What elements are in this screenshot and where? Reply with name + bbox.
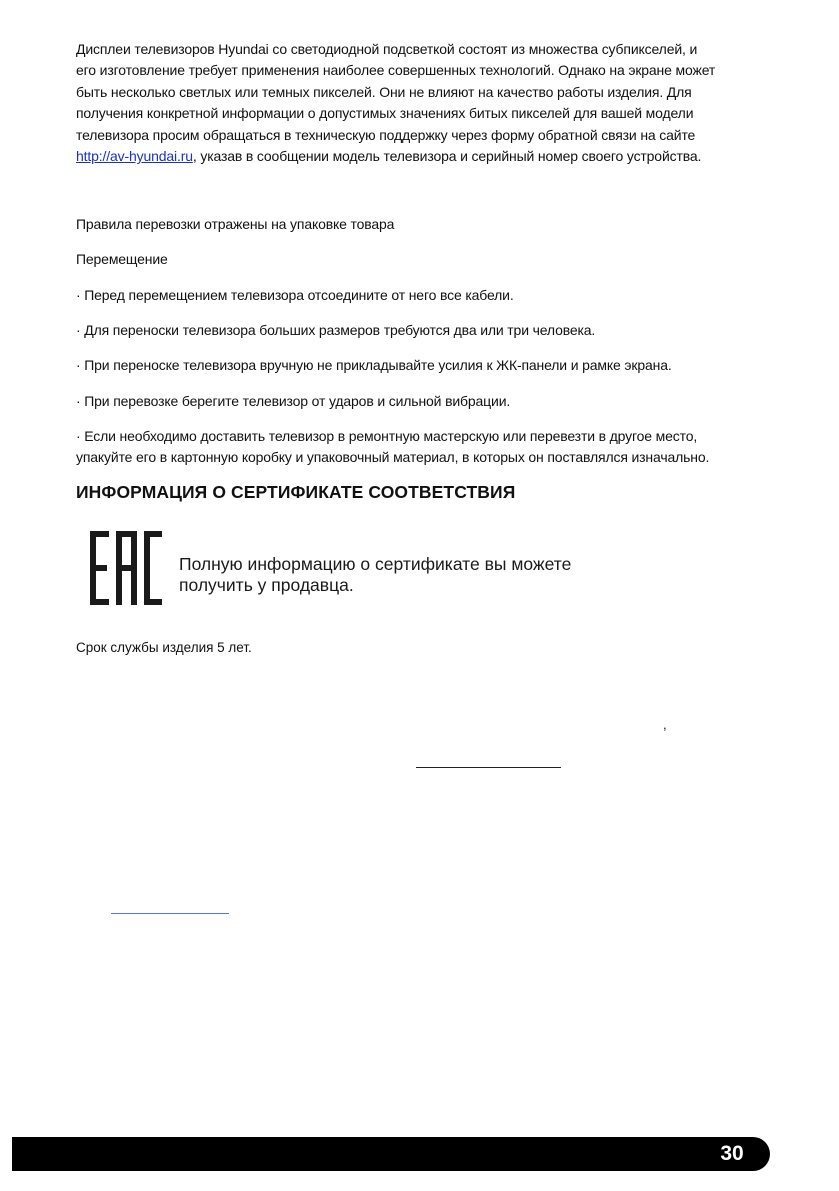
moving-bullet: · При перевозке берегите телевизор от ударов и сильной вибрации. [76,393,511,409]
moving-bullet-line: · Если необходимо доставить телевизор в ремонтную мастерскую или перевезти в другое место, [76,428,698,444]
intro-line: телевизора просим обращаться в техническую поддержку через форму обратной связи на сайте [76,126,696,143]
intro-line: получения конкретной информации о допустимых значениях битых пикселей для вашей модели [76,105,694,122]
moving-bullet-line: упакуйте его в картонную коробку и упаковочный материал, в которых он поставлялся изначально. [76,449,710,466]
certificate-info-line: получить у продавца. [179,575,354,595]
intro-line-with-link [76,146,776,167]
horizontal-rule [416,767,561,768]
certificate-heading: ИНФОРМАЦИЯ О СЕРТИФИКАТЕ СООТВЕТСТВИЯ [76,482,516,502]
moving-bullet: · При переноске телевизора вручную не прикладывайте усилия к ЖК-панели и рамке экрана. [76,357,672,373]
eac-logo-icon [90,531,162,605]
intro-line: его изготовление требует применения наиболее совершенных технологий. Однако на экране может [76,62,716,79]
stray-comma: , [663,717,667,732]
moving-title: Перемещение [76,251,168,267]
certificate-info-line: Полную информацию о сертификате вы можете [179,554,572,574]
certificate-info-text [179,554,571,596]
transport-rules-line: Правила перевозки отражены на упаковке товара [76,216,395,232]
support-site-link[interactable]: http://av-hyundai.ru [76,148,193,165]
intro-line: Дисплеи телевизоров Hyundai со светодиодной подсветкой состоят из множества субпикселей, и [76,41,698,57]
horizontal-rule-link [111,913,229,914]
moving-bullet: · Для переноски телевизора больших размеров требуются два или три человека. [76,322,596,338]
intro-line: быть несколько светлых или темных пикселей. Они не влияют на качество работы изделия. Для [76,83,692,100]
service-life-text: Срок службы изделия 5 лет. [76,640,252,655]
intro-paragraph [76,39,776,167]
intro-line-tail: , указав в сообщении модель телевизора и серийный номер своего устройства. [192,148,702,165]
footer-bar-shape [12,1137,770,1171]
page-number: 30 [720,1142,744,1165]
moving-bullet: · Перед перемещением телевизора отсоедините от него все кабели. [76,287,514,303]
footer-bar [12,1137,770,1171]
moving-bullet-multiline [76,426,776,469]
